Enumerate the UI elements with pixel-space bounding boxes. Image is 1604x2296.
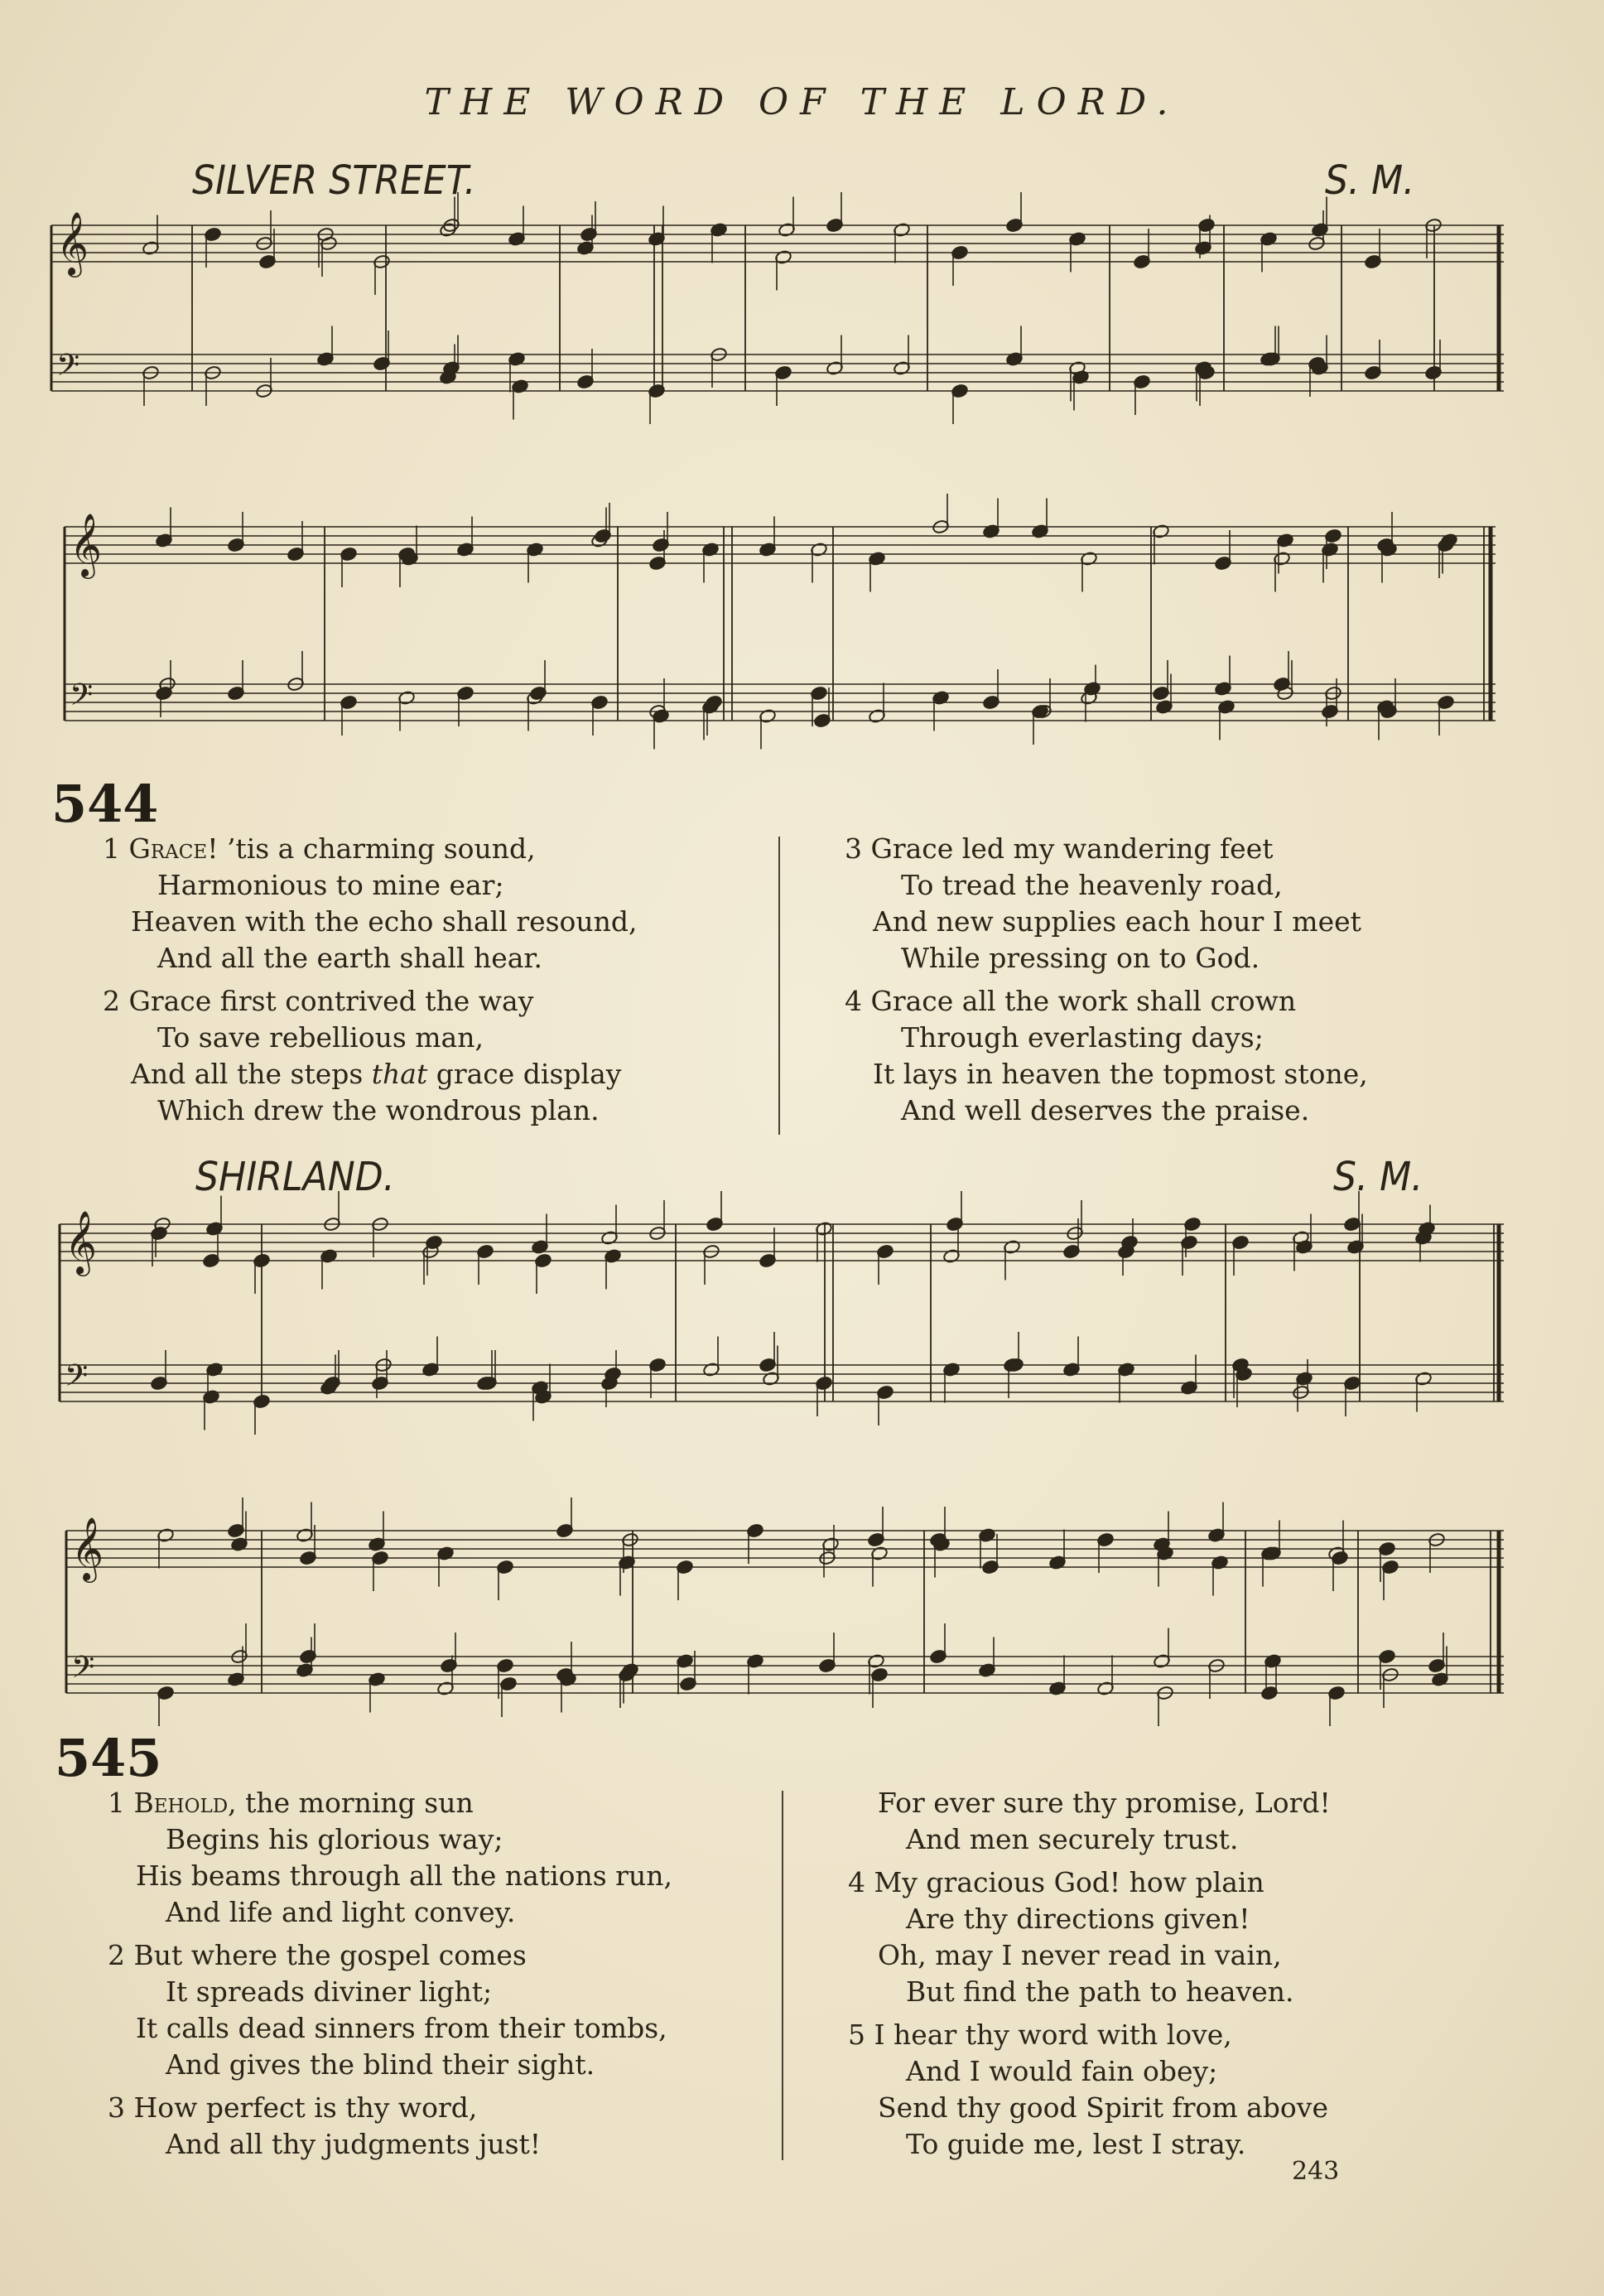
stanza-line: And life and light convey.	[166, 1896, 516, 1928]
hymn-544-stanza-4	[845, 983, 1368, 1129]
hymn-545-stanza-3-continued	[848, 1785, 1331, 1858]
stanza-first-line: ! ’tis a charming sound,	[207, 832, 536, 865]
hymn-number-545: 545	[55, 1728, 162, 1788]
hymn-545-stanza-4	[848, 1864, 1331, 2010]
stanza-number: 2	[108, 1939, 125, 1971]
stanza-first-line: , the morning sun	[228, 1787, 474, 1819]
stanza-line: While pressing on to God.	[901, 942, 1260, 974]
hymn-544-right-column	[845, 831, 1368, 1136]
hymn-544-stanza-2	[103, 983, 638, 1129]
stanza-number: 5	[848, 2019, 865, 2051]
stanza-first-line: Grace led my wandering feet	[870, 832, 1274, 865]
stanza-line: Oh, may I never read in vain,	[878, 1939, 1282, 1971]
stanza-line: His beams through all the nations run,	[136, 1859, 672, 1892]
stanza-line: Which drew the wondrous plan.	[157, 1094, 600, 1126]
column-divider	[778, 837, 780, 1135]
stanza-line: And gives the blind their sight.	[166, 2048, 595, 2081]
stanza-number: 1	[103, 832, 120, 865]
column-divider	[782, 1791, 783, 2160]
stanza-number: 4	[848, 1866, 865, 1898]
tune-meter-shirland: S. M.	[1333, 1154, 1423, 1200]
stanza-line: And I would fain obey;	[906, 2055, 1218, 2087]
stanza-line: Are thy directions given!	[906, 1903, 1250, 1935]
bass-clef: 𝄢	[56, 348, 80, 390]
running-head: THE WORD OF THE LORD.	[424, 81, 1180, 123]
stanza-line: Heaven with the echo shall resound,	[131, 905, 638, 938]
stanza-line: It calls dead sinners from their tombs,	[136, 2012, 667, 2044]
stanza-line: Through everlasting days;	[901, 1021, 1264, 1054]
hymn-544-stanza-1	[103, 831, 638, 977]
hymn-545-left-column	[108, 1785, 672, 2169]
stanza-number: 1	[108, 1787, 125, 1819]
treble-clef: 𝄞	[56, 211, 89, 275]
stanza-line: And new supplies each hour I meet	[873, 905, 1361, 938]
hymn-545-stanza-1	[108, 1785, 672, 1931]
stanza-line: It lays in heaven the topmost stone,	[873, 1058, 1368, 1090]
hymn-544-left-column	[103, 831, 638, 1136]
stanza-first-line: But where the gospel comes	[133, 1939, 527, 1971]
tune-title-silver-street: SILVER STREET.	[192, 157, 476, 204]
treble-clef: 𝄞	[65, 1210, 98, 1274]
stanza-first-word: Behold	[133, 1787, 229, 1819]
stanza-line: And all the steps that grace display	[131, 1058, 622, 1090]
hymn-545-stanza-2	[108, 1937, 672, 2083]
bass-clef: 𝄢	[65, 1358, 89, 1401]
page-number: 243	[1292, 2157, 1340, 2186]
hymn-number-544: 544	[51, 774, 159, 834]
hymn-545-right-column	[848, 1785, 1331, 2169]
bass-clef: 𝄢	[71, 1650, 95, 1692]
treble-clef: 𝄞	[71, 1517, 104, 1580]
tune-meter-silver-street: S. M.	[1325, 157, 1415, 204]
stanza-first-line: My gracious God! how plain	[874, 1866, 1264, 1898]
stanza-first-word: Grace	[128, 832, 208, 865]
stanza-first-line: How perfect is thy word,	[133, 2091, 478, 2124]
tune-title-shirland: SHIRLAND.	[195, 1154, 395, 1200]
treble-clef: 𝄞	[70, 513, 103, 576]
stanza-line: And men securely trust.	[906, 1823, 1239, 1855]
stanza-line: Send thy good Spirit from above	[878, 2091, 1328, 2124]
hymn-545-stanza-5	[848, 2017, 1331, 2163]
stanza-line: For ever sure thy promise, Lord!	[878, 1787, 1331, 1819]
stanza-number: 3	[845, 832, 862, 865]
stanza-line: But find the path to heaven.	[906, 1975, 1294, 2008]
stanza-line: It spreads diviner light;	[166, 1975, 493, 2008]
stanza-number: 4	[845, 985, 862, 1017]
hymn-545-stanza-3	[108, 2090, 672, 2163]
stanza-line: And all the earth shall hear.	[157, 942, 543, 974]
stanza-number: 3	[108, 2091, 125, 2124]
stanza-first-line: Grace first contrived the way	[128, 985, 534, 1017]
bass-clef: 𝄢	[70, 678, 94, 720]
stanza-line: To tread the heavenly road,	[901, 869, 1283, 901]
stanza-line: To save rebellious man,	[157, 1021, 484, 1054]
stanza-number: 2	[103, 985, 120, 1017]
stanza-line: To guide me, lest I stray.	[906, 2128, 1246, 2160]
stanza-line: And all thy judgments just!	[166, 2128, 542, 2160]
stanza-line: And well deserves the praise.	[901, 1094, 1310, 1126]
stanza-line: Begins his glorious way;	[166, 1823, 503, 1855]
stanza-first-line: I hear thy word with love,	[874, 2019, 1232, 2051]
stanza-first-line: Grace all the work shall crown	[870, 985, 1297, 1017]
stanza-line: Harmonious to mine ear;	[157, 869, 504, 901]
hymn-544-stanza-3	[845, 831, 1368, 977]
